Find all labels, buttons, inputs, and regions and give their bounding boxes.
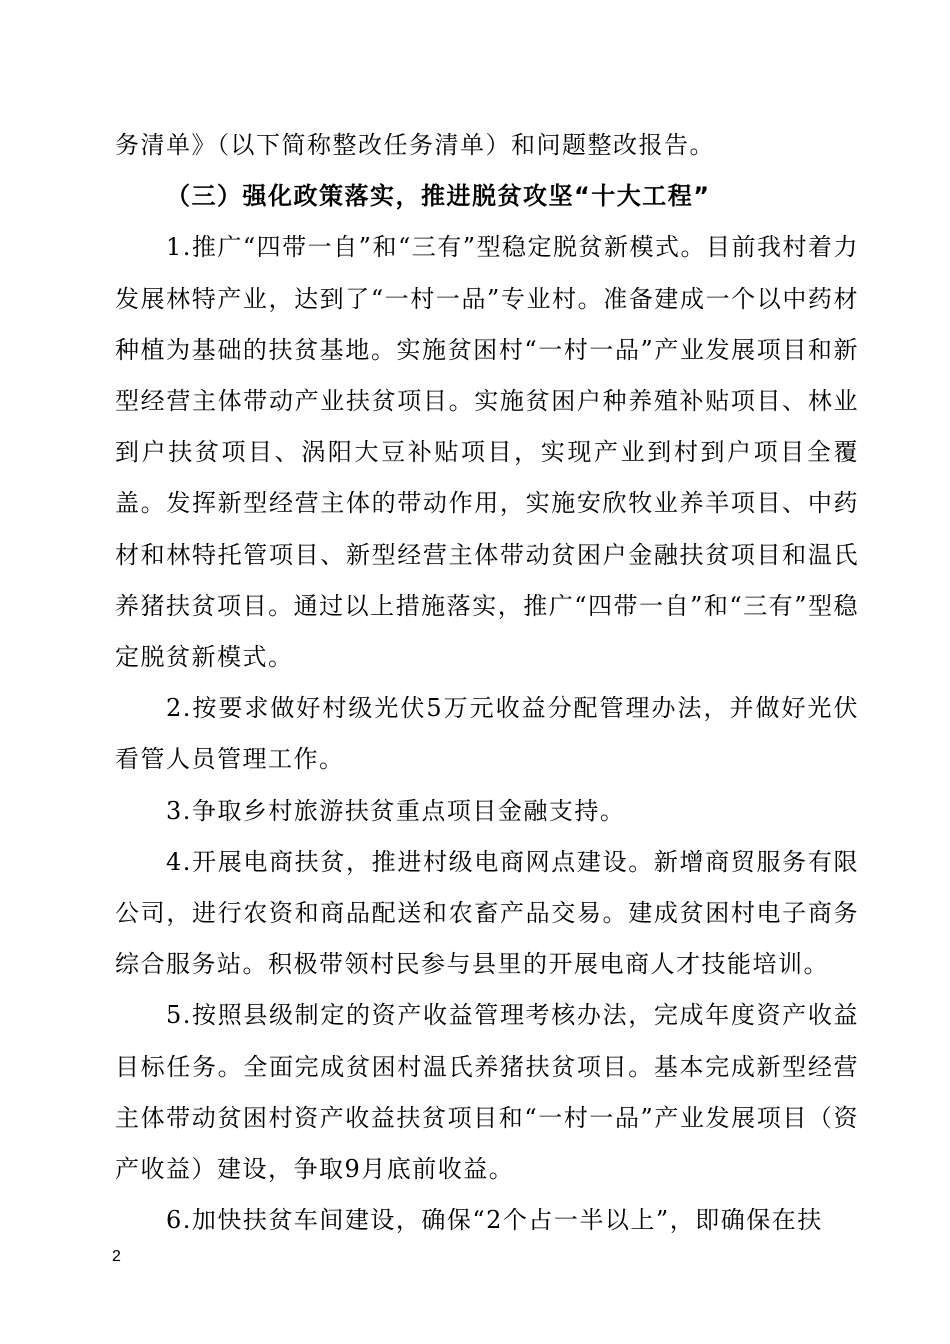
section-heading: （三）强化政策落实，推进脱贫攻坚“十大工程” — [166, 182, 711, 211]
paragraph-item-2: 2.按要求做好村级光伏5万元收益分配管理办法，并做好光伏看管人员管理工作。 — [115, 694, 859, 774]
paragraph-item-6: 6.加快扶贫车间建设，确保“2个占一半以上”，即确保在扶 — [166, 1206, 823, 1235]
paragraph-item-1: 1.推广“四带一自”和“三有”型稳定脱贫新模式。目前我村着力发展林特产业，达到了“一村一品”专业村。准备建成一个以中药材种植为基础的扶贫基地。实施贫困村“一村一品”产业发展项目和新型经营主体带动产业扶贫项目。实施贫困户种养殖补贴项目、林业到户扶贫项目、涡阳大豆补贴项目，实现产业到村到户项目全覆盖。发挥新型经营主体的带动作用，实施安欣牧业养羊项目、中药材和林特托管项目、新型经营主体带动贫困户金融扶贫项目和温氏养猪扶贫项目。通过以上措施落实，推广“四带一自”和“三有”型稳定脱贫新模式。 — [115, 233, 859, 672]
paragraph-item-5: 5.按照县级制定的资产收益管理考核办法，完成年度资产收益目标任务。全面完成贫困村温氏养猪扶贫项目。基本完成新型经营主体带动贫困村资产收益扶贫项目和“一村一品”产业发展项目（资产收益）建设，争取9月底前收益。 — [115, 1001, 859, 1184]
document-body — [115, 120, 859, 1246]
page-number: 2 — [112, 1248, 121, 1265]
paragraph-item-4: 4.开展电商扶贫，推进村级电商网点建设。新增商贸服务有限公司，进行农资和商品配送和农畜产品交易。建成贫困村电子商务综合服务站。积极带领村民参与县里的开展电商人才技能培训。 — [115, 847, 859, 979]
paragraph-item-3: 3.争取乡村旅游扶贫重点项目金融支持。 — [166, 796, 626, 825]
paragraph-continuation: 务清单》（以下简称整改任务清单）和问题整改报告。 — [115, 131, 715, 159]
